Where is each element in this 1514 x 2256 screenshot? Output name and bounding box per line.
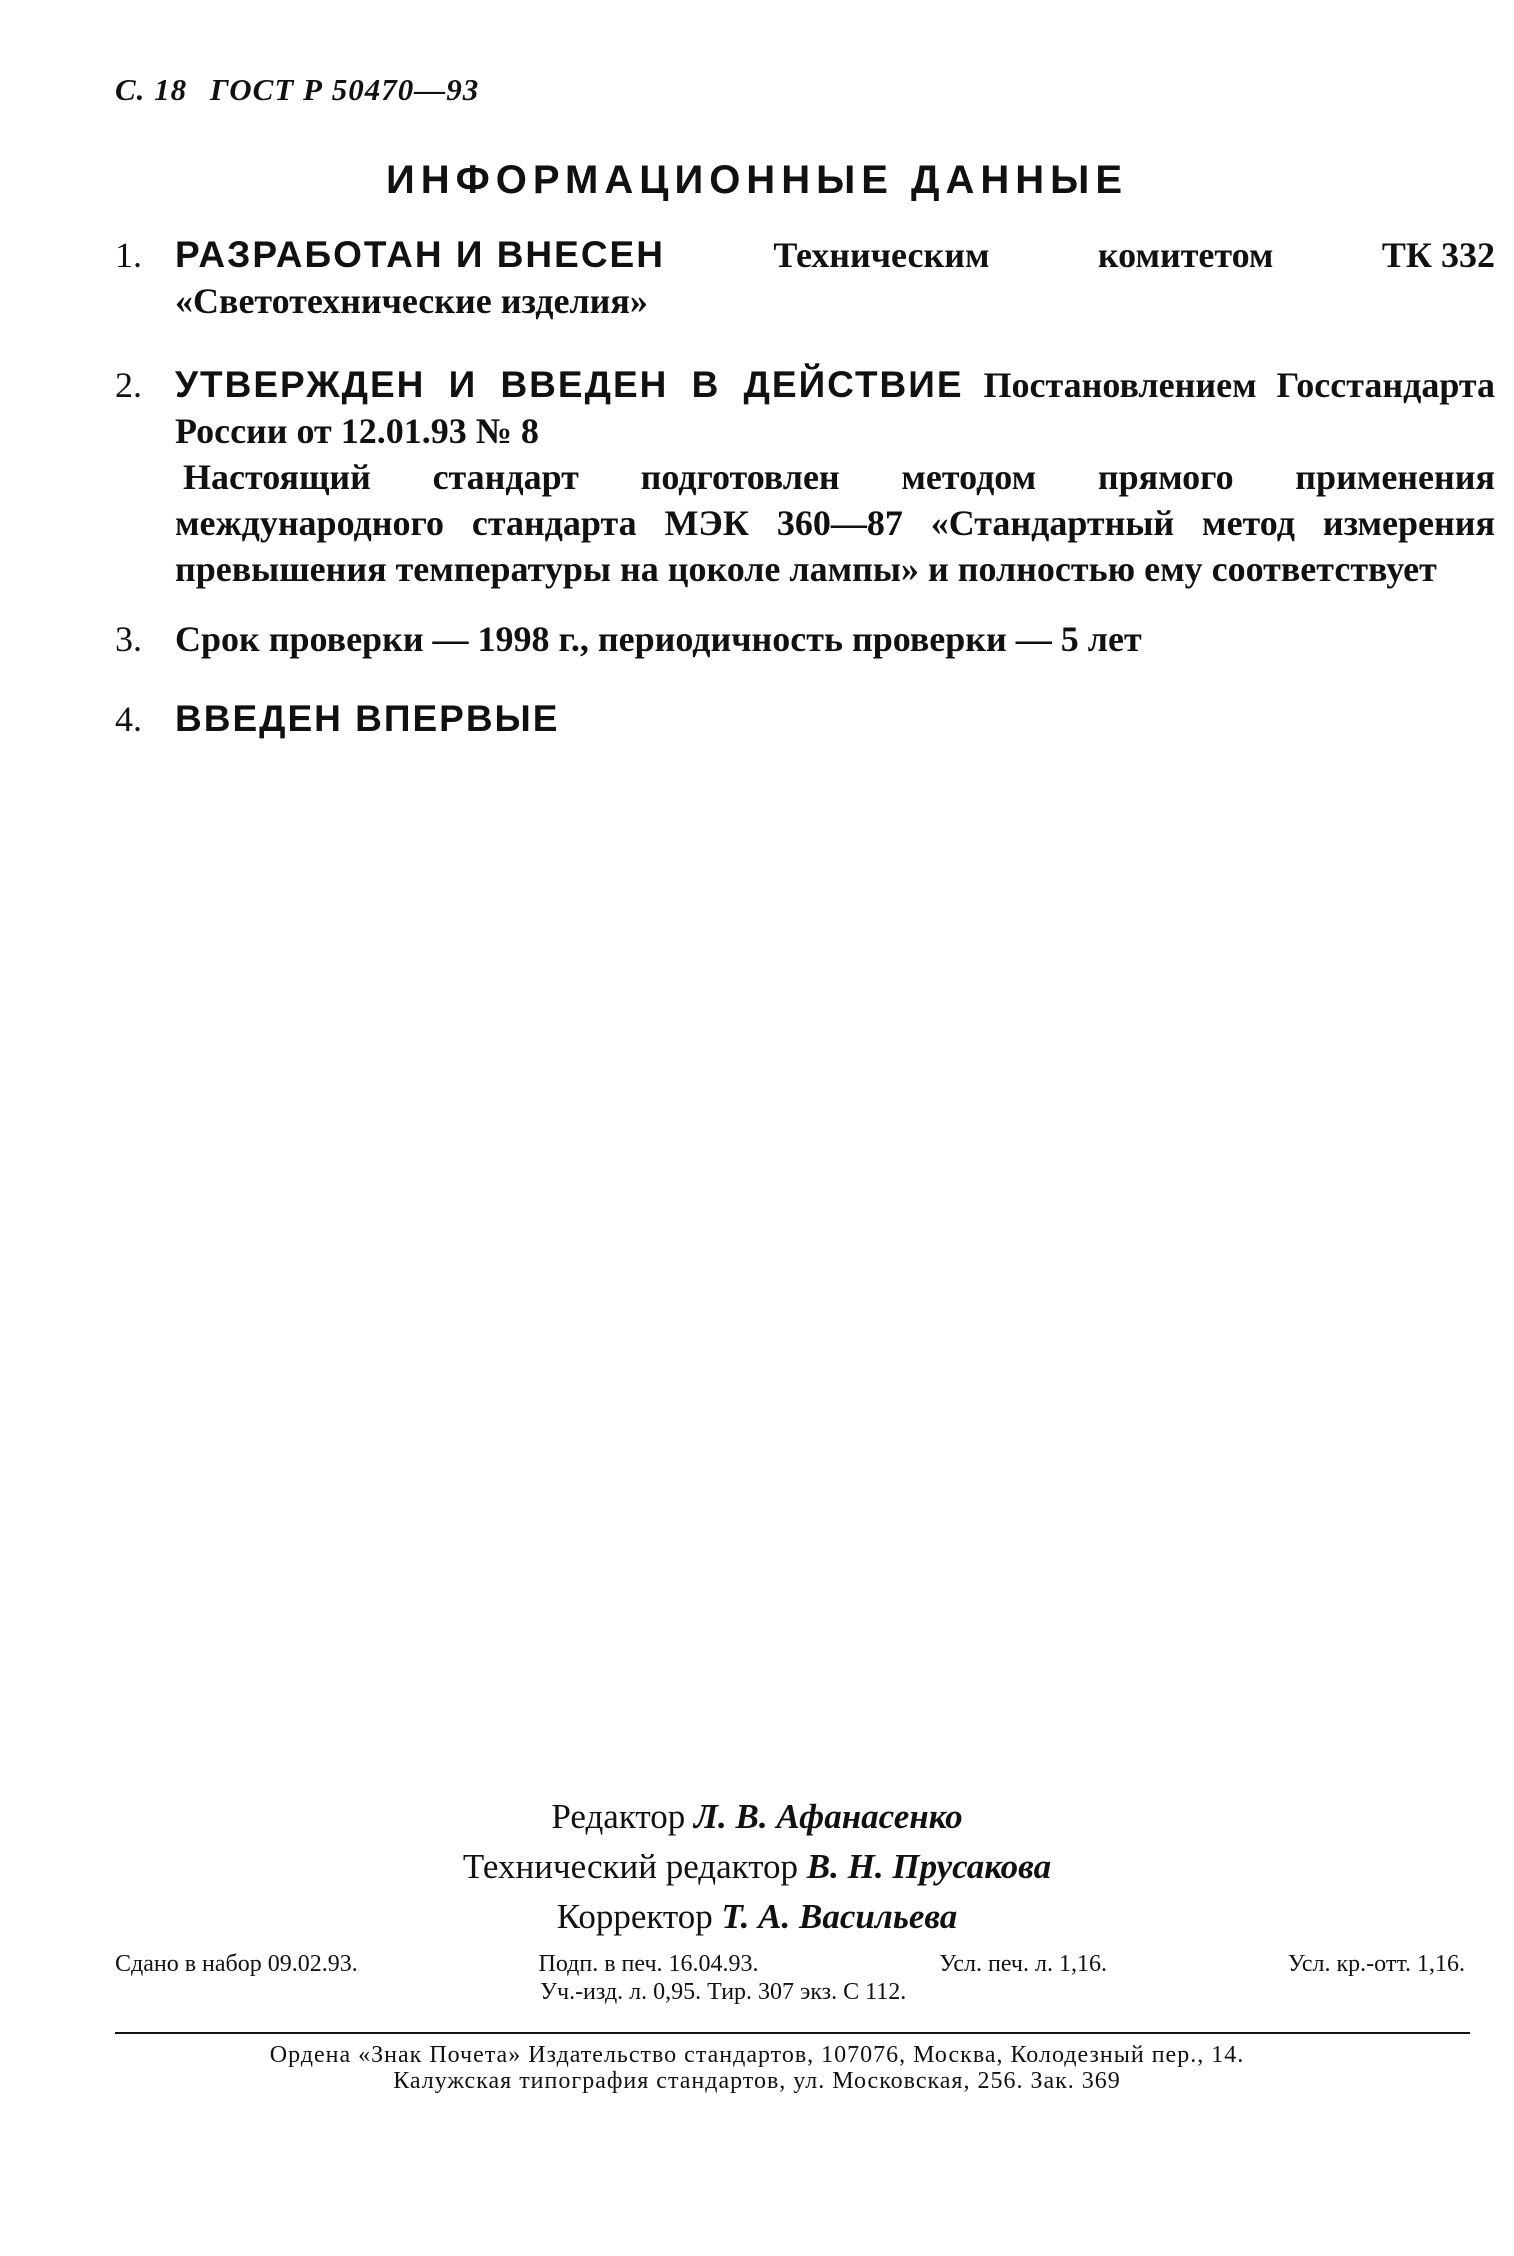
imprint-signed: Подп. в печ. 16.04.93. bbox=[538, 1951, 759, 1977]
credit-line bbox=[0, 1892, 1514, 1942]
divider bbox=[115, 2032, 1470, 2034]
item-word: Техническим bbox=[773, 235, 990, 275]
item-heading: УТВЕРЖДЕН И ВВЕДЕН В ДЕЙСТВИЕ bbox=[175, 364, 964, 405]
item-text: Срок проверки — 1998 г., периодичность проверки — 5 лет bbox=[175, 619, 1142, 659]
item-text: «Светотехнические изделия» bbox=[175, 281, 648, 321]
item-heading: ВВЕДЕН ВПЕРВЫЕ bbox=[175, 698, 560, 739]
credit-role: Технический редактор bbox=[462, 1847, 799, 1886]
standard-code: ГОСТ Р 50470—93 bbox=[209, 72, 480, 107]
imprint-color-prints: Усл. кр.-отт. 1,16. bbox=[1287, 1951, 1465, 1977]
item-number: 1. bbox=[115, 235, 142, 275]
imprint-run: Уч.-изд. л. 0,95. Тир. 307 экз. С 112. bbox=[540, 1979, 907, 2005]
running-head bbox=[115, 72, 493, 108]
credit-line bbox=[0, 1842, 1514, 1892]
publisher-name: Ордена «Знак Почета» Издательство стандартов, 107076, Москва, Колодезный пер., 14. bbox=[269, 2042, 1245, 2068]
page-number: С. 18 bbox=[115, 72, 188, 107]
item-heading: РАЗРАБОТАН И ВНЕСЕН bbox=[175, 234, 665, 275]
publisher-block bbox=[0, 2042, 1514, 2094]
credit-role: Редактор bbox=[551, 1797, 686, 1836]
credit-person: Т. А. Васильева bbox=[721, 1897, 958, 1936]
credit-person: Л. В. Афанасенко bbox=[693, 1797, 963, 1836]
list-item bbox=[115, 696, 1495, 742]
imprint-block bbox=[115, 1950, 1465, 2006]
info-list bbox=[115, 232, 1495, 742]
credits-block bbox=[0, 1792, 1514, 1942]
credit-role: Корректор bbox=[556, 1897, 713, 1936]
credit-line bbox=[0, 1792, 1514, 1842]
item-number: 3. bbox=[115, 619, 142, 659]
item-number: 4. bbox=[115, 699, 142, 739]
imprint-print-sheets: Усл. печ. л. 1,16. bbox=[939, 1951, 1107, 1977]
list-item bbox=[115, 616, 1495, 662]
item-paragraph: Настоящий стандарт подготовлен методом прямого применения международного стандарта МЭК 360—87 «Стандартный метод измерения превышения температуры на цоколе лампы» и полностью ему соответствует bbox=[175, 457, 1495, 589]
item-word: ТК 332 bbox=[1381, 235, 1495, 275]
page-title: ИНФОРМАЦИОННЫЕ ДАННЫЕ bbox=[385, 158, 1129, 202]
imprint-typeset: Сдано в набор 09.02.93. bbox=[115, 1951, 358, 1977]
printer-name: Калужская типография стандартов, ул. Московская, 256. Зак. 369 bbox=[393, 2068, 1121, 2094]
item-word: комитетом bbox=[1097, 235, 1274, 275]
credit-person: В. Н. Прусакова bbox=[806, 1847, 1052, 1886]
item-text: Постановлением Госстандарта России от 12.01.93 № 8 bbox=[175, 365, 1495, 451]
item-number: 2. bbox=[115, 365, 142, 405]
list-item bbox=[115, 232, 1495, 324]
list-item bbox=[115, 362, 1495, 592]
